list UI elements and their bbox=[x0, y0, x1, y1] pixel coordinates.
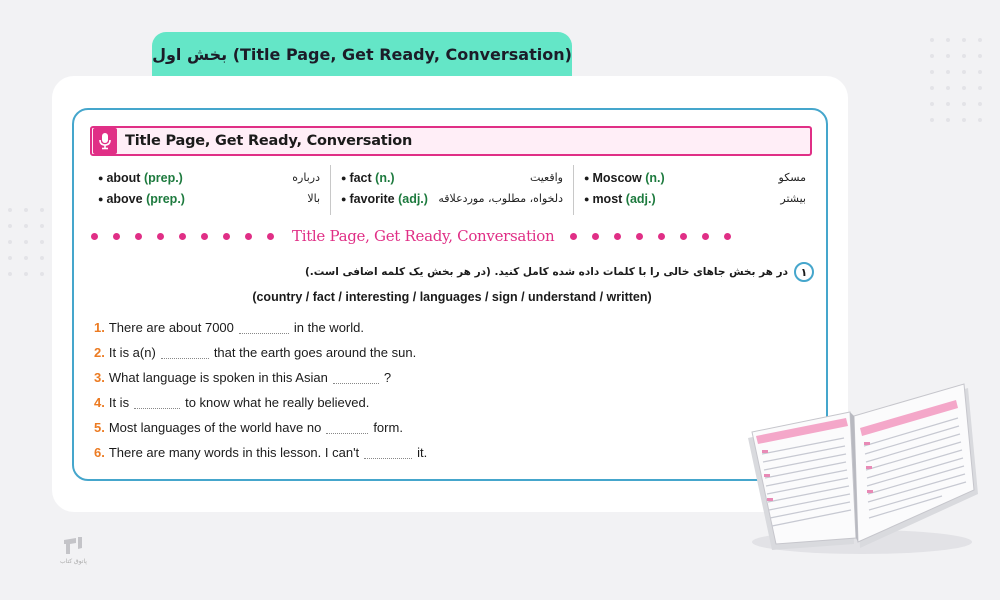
sentence-number: 5. bbox=[94, 420, 105, 435]
sentence-after: in the world. bbox=[293, 320, 364, 335]
section-title: Title Page, Get Ready, Conversation bbox=[292, 227, 555, 245]
sentence-item bbox=[94, 365, 427, 390]
sentence-number: 3. bbox=[94, 370, 105, 385]
workbook-illustration bbox=[742, 380, 982, 564]
sentence-after: it. bbox=[417, 445, 428, 460]
sentence-number: 4. bbox=[94, 395, 105, 410]
sentence-before: There are many words in this lesson. I can't bbox=[108, 445, 360, 460]
vocab-row: ● about (prep.) درباره bbox=[98, 170, 320, 185]
sentence-after: ? bbox=[383, 370, 392, 385]
brand-logo bbox=[60, 536, 87, 565]
blank-field[interactable] bbox=[239, 322, 289, 334]
blank-field[interactable] bbox=[364, 447, 412, 459]
sentence-number: 1. bbox=[94, 320, 105, 335]
sentence-after: to know what he really believed. bbox=[185, 395, 370, 410]
vocab-meaning: بالا bbox=[307, 192, 320, 205]
vocab-pos: (n.) bbox=[375, 170, 395, 185]
sentence-before: It is bbox=[108, 395, 130, 410]
sentence-before: Most languages of the world have no bbox=[108, 420, 322, 435]
vocab-meaning: دلخواه، مطلوب، موردعلاقه bbox=[438, 192, 563, 205]
vocab-row: ● above (prep.) بالا bbox=[98, 191, 320, 206]
exercise-instruction bbox=[305, 262, 814, 282]
vocab-pos: (n.) bbox=[645, 170, 665, 185]
vocab-word: about bbox=[106, 170, 141, 185]
vocab-word: Moscow bbox=[592, 170, 642, 185]
vocab-row: ● fact (n.) واقعیت bbox=[341, 170, 563, 185]
vocab-row: ● Moscow (n.) مسکو bbox=[584, 170, 806, 185]
brand-name: پاتوق کتاب bbox=[60, 558, 87, 565]
decorative-dots-right bbox=[930, 38, 982, 122]
vocab-word: most bbox=[592, 191, 623, 206]
blank-field[interactable] bbox=[333, 372, 379, 384]
sentence-list bbox=[94, 315, 427, 465]
section-divider bbox=[74, 222, 828, 250]
vocab-row: ● most (adj.) بیشتر bbox=[584, 191, 806, 206]
sentence-item bbox=[94, 340, 427, 365]
vocab-row: ● favorite (adj.) دلخواه، مطلوب، موردعلاقه bbox=[341, 191, 563, 206]
blank-field[interactable] bbox=[326, 422, 368, 434]
vocab-pos: (prep.) bbox=[146, 191, 185, 206]
page-title-text: بخش اول (Title Page, Get Ready, Conversation) bbox=[152, 44, 572, 64]
vocab-column bbox=[330, 165, 573, 215]
sentence-before: It is a(n) bbox=[108, 345, 156, 360]
page-title bbox=[152, 32, 572, 76]
sentence-number: 2. bbox=[94, 345, 105, 360]
vocab-pos: (adj.) bbox=[625, 191, 656, 206]
vocab-word: fact bbox=[349, 170, 372, 185]
sentence-before: What language is spoken in this Asian bbox=[108, 370, 328, 385]
vocab-column bbox=[88, 165, 330, 215]
word-bank: (country / fact / interesting / languages / sign / understand / written) bbox=[252, 290, 652, 304]
blank-field[interactable] bbox=[134, 397, 180, 409]
book-logo-icon bbox=[62, 536, 84, 556]
exercise-number: ۱ bbox=[794, 262, 814, 282]
decorative-dots-left bbox=[8, 208, 44, 276]
vocab-pos: (adj.) bbox=[398, 191, 428, 206]
vocab-column bbox=[573, 165, 816, 215]
sentence-after: form. bbox=[373, 420, 403, 435]
sentence-item bbox=[94, 315, 427, 340]
sentence-before: There are about 7000 bbox=[108, 320, 234, 335]
blank-field[interactable] bbox=[161, 347, 209, 359]
sentence-after: that the earth goes around the sun. bbox=[213, 345, 417, 360]
divider-dots-right bbox=[570, 233, 731, 240]
divider-dots-left bbox=[91, 233, 274, 240]
lesson-banner bbox=[90, 126, 812, 156]
vocab-word: above bbox=[106, 191, 143, 206]
vocab-word: favorite bbox=[349, 191, 395, 206]
vocab-meaning: درباره bbox=[292, 171, 320, 184]
lesson-banner-title: Title Page, Get Ready, Conversation bbox=[125, 133, 413, 149]
worksheet-panel bbox=[72, 108, 828, 481]
sentence-item bbox=[94, 390, 427, 415]
vocab-meaning: مسکو bbox=[778, 171, 806, 184]
vocab-meaning: واقعیت bbox=[529, 171, 563, 184]
instruction-text: در هر بخش جاهای خالی را با کلمات داده شده کامل کنید. (در هر بخش یک کلمه اضافی است.) bbox=[304, 266, 788, 278]
vocab-meaning: بیشتر bbox=[780, 192, 806, 205]
sentence-item bbox=[94, 415, 427, 440]
sentence-number: 6. bbox=[94, 445, 105, 460]
microphone-icon bbox=[93, 128, 117, 154]
vocab-pos: (prep.) bbox=[143, 170, 183, 185]
vocabulary-table bbox=[88, 165, 816, 215]
sentence-item bbox=[94, 440, 427, 465]
